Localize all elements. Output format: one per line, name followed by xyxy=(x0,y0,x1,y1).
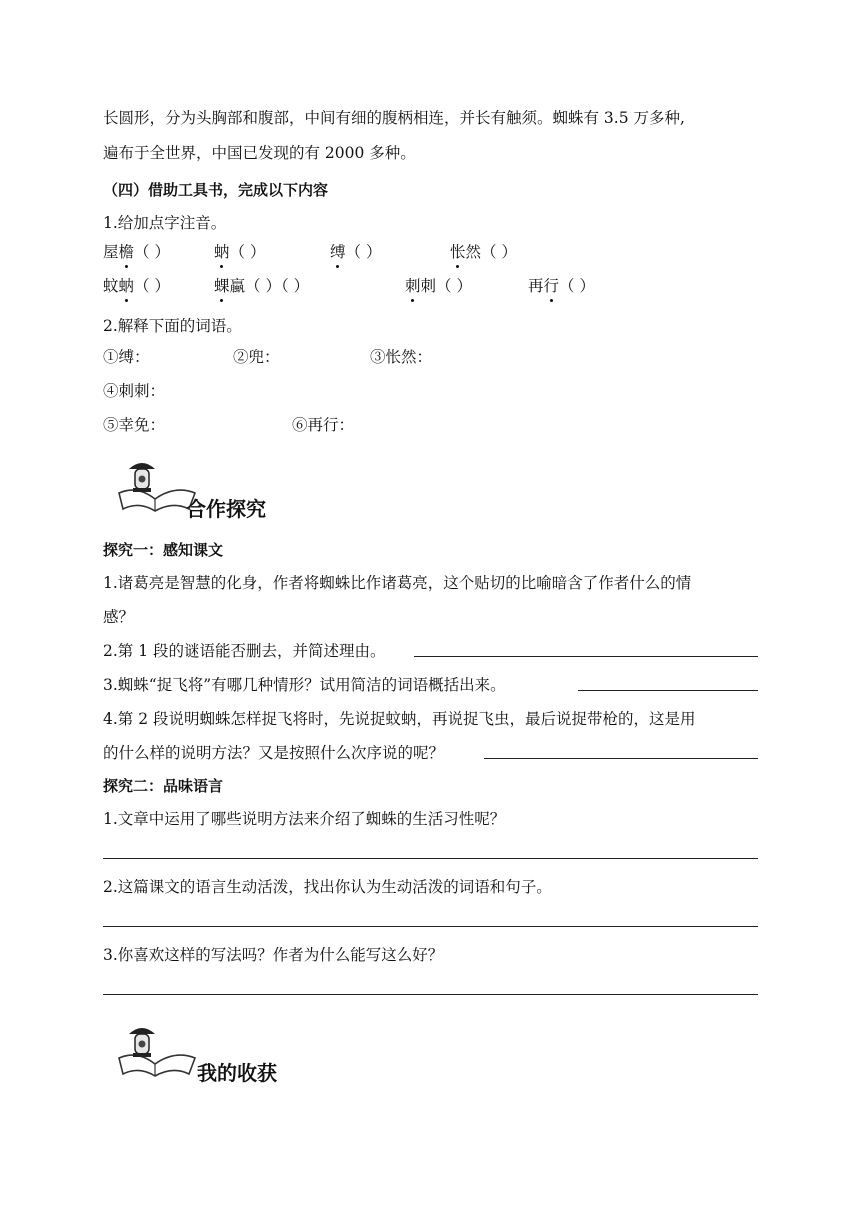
pinyin-item: 蜾蠃（ ）（ ） xyxy=(214,277,310,295)
explain-item[interactable]: ④刺刺： xyxy=(103,382,166,400)
answer-blank[interactable]: （ ） xyxy=(481,243,517,261)
explore-q1-line2: 感？ xyxy=(103,608,135,626)
intro-line-1: 长圆形，分为头胸部和腹部，中间有细的腹柄相连，并长有触须。蜘蛛有 3.5 万多种, xyxy=(103,109,685,127)
explain-item[interactable]: ②兜： xyxy=(233,348,280,366)
explain-item[interactable]: ③怅然： xyxy=(370,348,433,366)
answer-blank[interactable]: （ ） xyxy=(559,277,595,295)
explore-part1-heading: 探究一：感知课文 xyxy=(103,541,224,559)
pinyin-item: 刺刺（ ） xyxy=(405,277,472,295)
answer-blank[interactable]: （ ） xyxy=(436,277,472,295)
pinyin-item: 怅然（ ） xyxy=(450,243,517,261)
explain-item[interactable]: ①缚： xyxy=(103,348,150,366)
section-title-explore: 合作探究 xyxy=(186,497,266,521)
pinyin-question-label: 1.给加点字注音。 xyxy=(103,214,227,232)
answer-line[interactable] xyxy=(484,742,758,759)
pinyin-item: 蚊蚋（ ） xyxy=(103,277,170,295)
explore-part2-heading: 探究二：品味语言 xyxy=(103,777,224,795)
explore-q1-line1: 1.诸葛亮是智慧的化身，作者将蜘蛛比作诸葛亮，这个贴切的比喻暗含了作者什么的情 xyxy=(103,574,692,592)
answer-line[interactable] xyxy=(103,858,758,859)
section-icon xyxy=(117,1020,197,1084)
answer-blank[interactable]: （ ） xyxy=(229,243,266,261)
section-icon xyxy=(117,455,197,519)
explain-item[interactable]: ⑤幸免： xyxy=(103,416,166,434)
answer-line[interactable] xyxy=(103,994,758,995)
answer-blank[interactable]: （ ） xyxy=(134,243,170,261)
explore-p2-q2: 2.这篇课文的语言生动活泼，找出你认为生动活泼的词语和句子。 xyxy=(103,878,552,896)
section4-heading: （四）借助工具书，完成以下内容 xyxy=(103,181,329,199)
answer-blank[interactable]: （ ）（ ） xyxy=(245,277,310,295)
explore-p2-q3: 3.你喜欢这样的写法吗？作者为什么能写这么好？ xyxy=(103,946,444,964)
explain-item[interactable]: ⑥再行： xyxy=(292,416,355,434)
pinyin-item: 缚（ ） xyxy=(330,243,382,261)
explore-q2: 2.第 1 段的谜语能否删去，并简述理由。 xyxy=(103,642,386,660)
pinyin-item: 屋檐（ ） xyxy=(103,243,170,261)
explain-question-label: 2.解释下面的词语。 xyxy=(103,317,242,335)
answer-line[interactable] xyxy=(578,674,758,691)
pinyin-item: 蚋（ ） xyxy=(214,243,266,261)
explore-q4-line1: 4.第 2 段说明蜘蛛怎样捉飞将时，先说捉蚊蚋，再说捉飞虫，最后说捉带枪的，这是用 xyxy=(103,710,696,728)
pinyin-item: 再行（ ） xyxy=(528,277,595,295)
answer-line[interactable] xyxy=(103,926,758,927)
explore-p2-q1: 1.文章中运用了哪些说明方法来介绍了蜘蛛的生活习性呢？ xyxy=(103,810,506,828)
answer-blank[interactable]: （ ） xyxy=(134,277,170,295)
answer-line[interactable] xyxy=(414,640,758,657)
explore-q4-line2: 的什么样的说明方法？又是按照什么次序说的呢？ xyxy=(103,744,445,762)
explore-q3: 3.蜘蛛“捉飞将”有哪几种情形？试用简洁的词语概括出来。 xyxy=(103,676,506,694)
lantern-book-icon xyxy=(117,1020,197,1080)
lantern-book-icon xyxy=(117,455,197,515)
intro-line-2: 遍布于全世界，中国已发现的有 2000 多种。 xyxy=(103,144,416,162)
answer-blank[interactable]: （ ） xyxy=(345,243,382,261)
section-title-harvest: 我的收获 xyxy=(197,1061,277,1085)
